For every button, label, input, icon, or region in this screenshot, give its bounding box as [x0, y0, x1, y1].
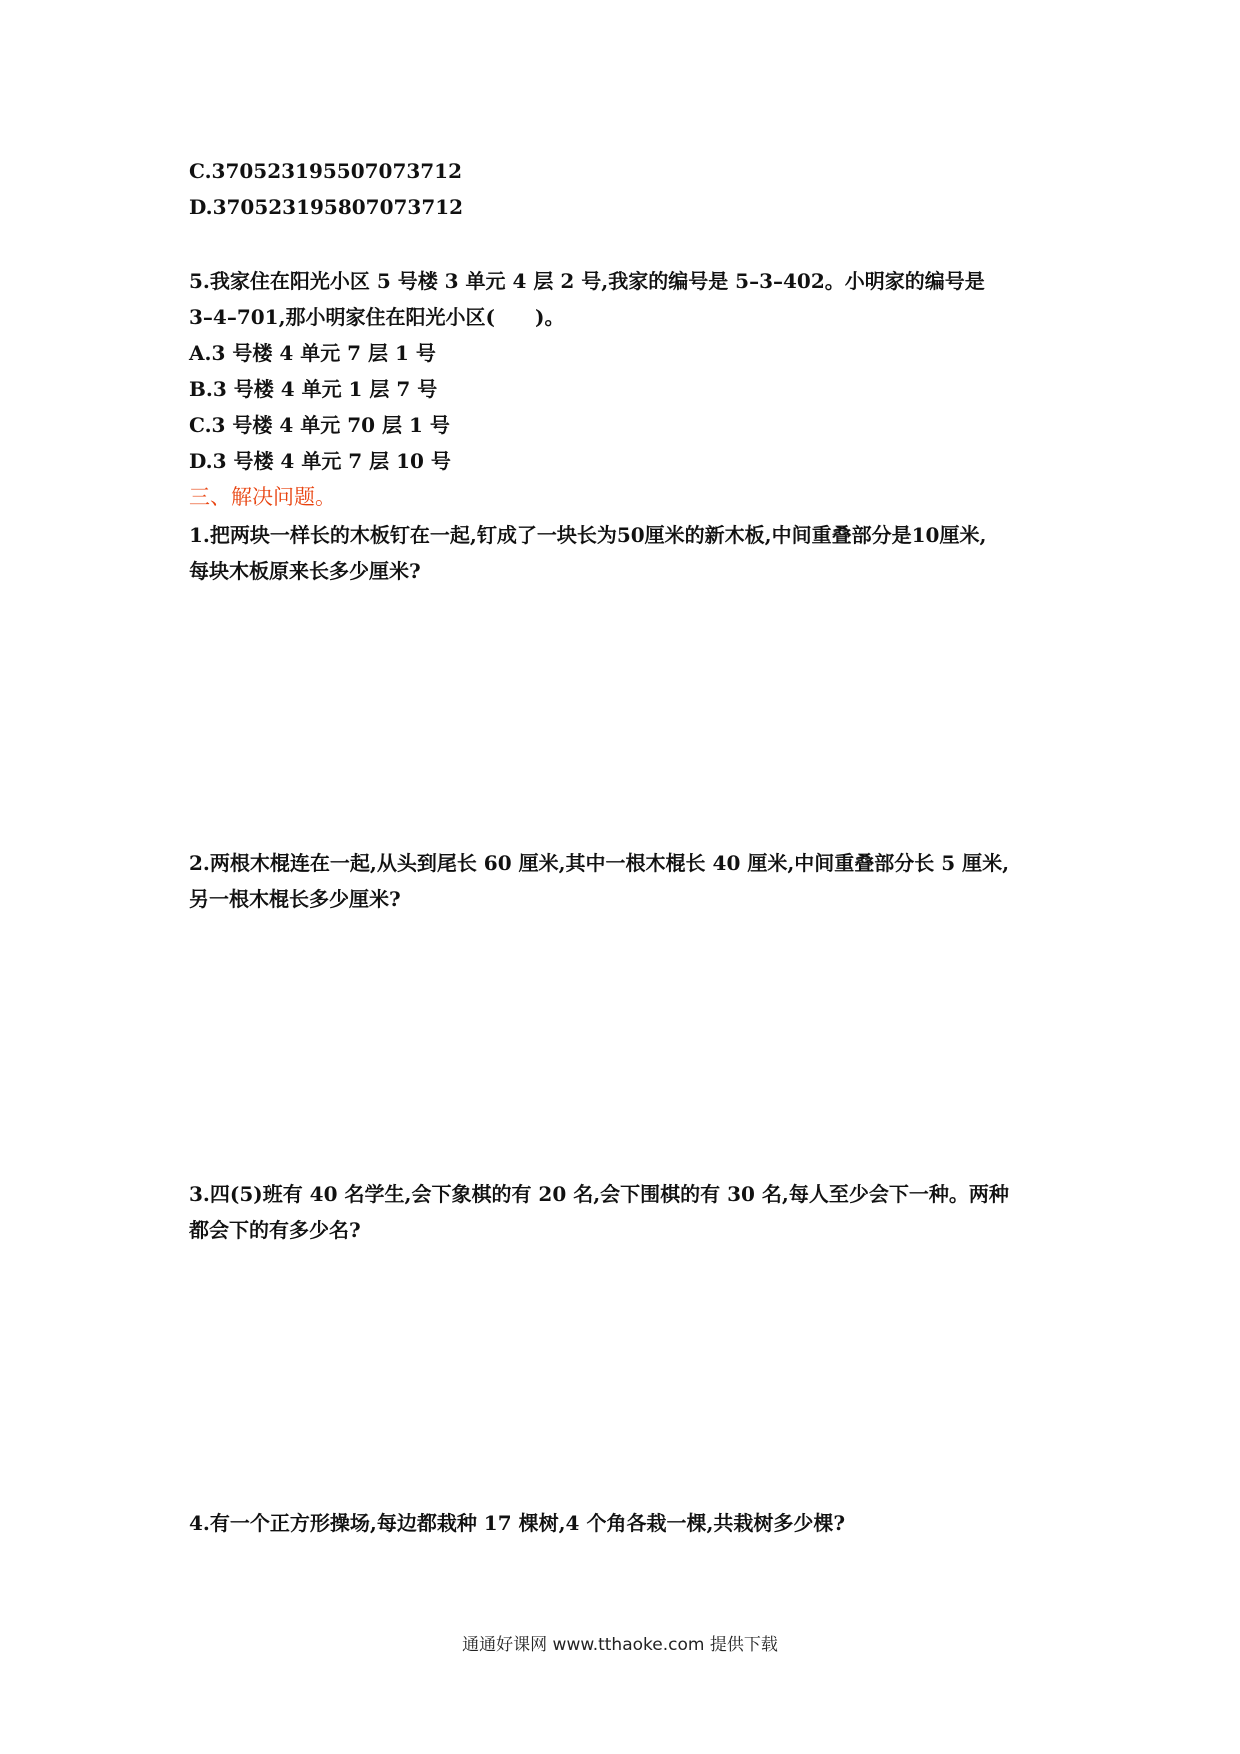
prev-option-c: C.370523195507073712 — [189, 159, 463, 183]
section-3-heading: 三、解决问题。 — [189, 485, 336, 509]
problem-1-line-1: 1.把两块一样长的木板钉在一起,钉成了一块长为50厘米的新木板,中间重叠部分是10厘米, — [189, 523, 987, 547]
problem-2-line-2: 另一根木棍长多少厘米? — [189, 887, 401, 911]
problem-2-line-1: 2.两根木棍连在一起,从头到尾长 60 厘米,其中一根木棍长 40 厘米,中间重叠部分长 5 厘米, — [189, 851, 1010, 875]
question-5-line-2: 3–4–701,那小明家住在阳光小区( )。 — [189, 305, 565, 329]
question-5-option-d: D.3 号楼 4 单元 7 层 10 号 — [189, 449, 451, 473]
page-footer: 通通好课网 www.tthaoke.com 提供下载 — [462, 1635, 778, 1655]
problem-4-line-1: 4.有一个正方形操场,每边都栽种 17 棵树,4 个角各栽一棵,共栽树多少棵? — [189, 1511, 846, 1535]
problem-1-line-2: 每块木板原来长多少厘米? — [189, 559, 421, 583]
question-5-option-c: C.3 号楼 4 单元 70 层 1 号 — [189, 413, 450, 437]
problem-3-line-1: 3.四(5)班有 40 名学生,会下象棋的有 20 名,会下围棋的有 30 名,每人至少会下一种。两种 — [189, 1182, 1009, 1206]
question-5-option-b: B.3 号楼 4 单元 1 层 7 号 — [189, 377, 438, 401]
prev-option-d: D.370523195807073712 — [189, 195, 464, 219]
problem-3-line-2: 都会下的有多少名? — [189, 1218, 361, 1242]
question-5-line-1: 5.我家住在阳光小区 5 号楼 3 单元 4 层 2 号,我家的编号是 5–3–402。小明家的编号是 — [189, 269, 985, 293]
question-5-option-a: A.3 号楼 4 单元 7 层 1 号 — [189, 341, 436, 365]
